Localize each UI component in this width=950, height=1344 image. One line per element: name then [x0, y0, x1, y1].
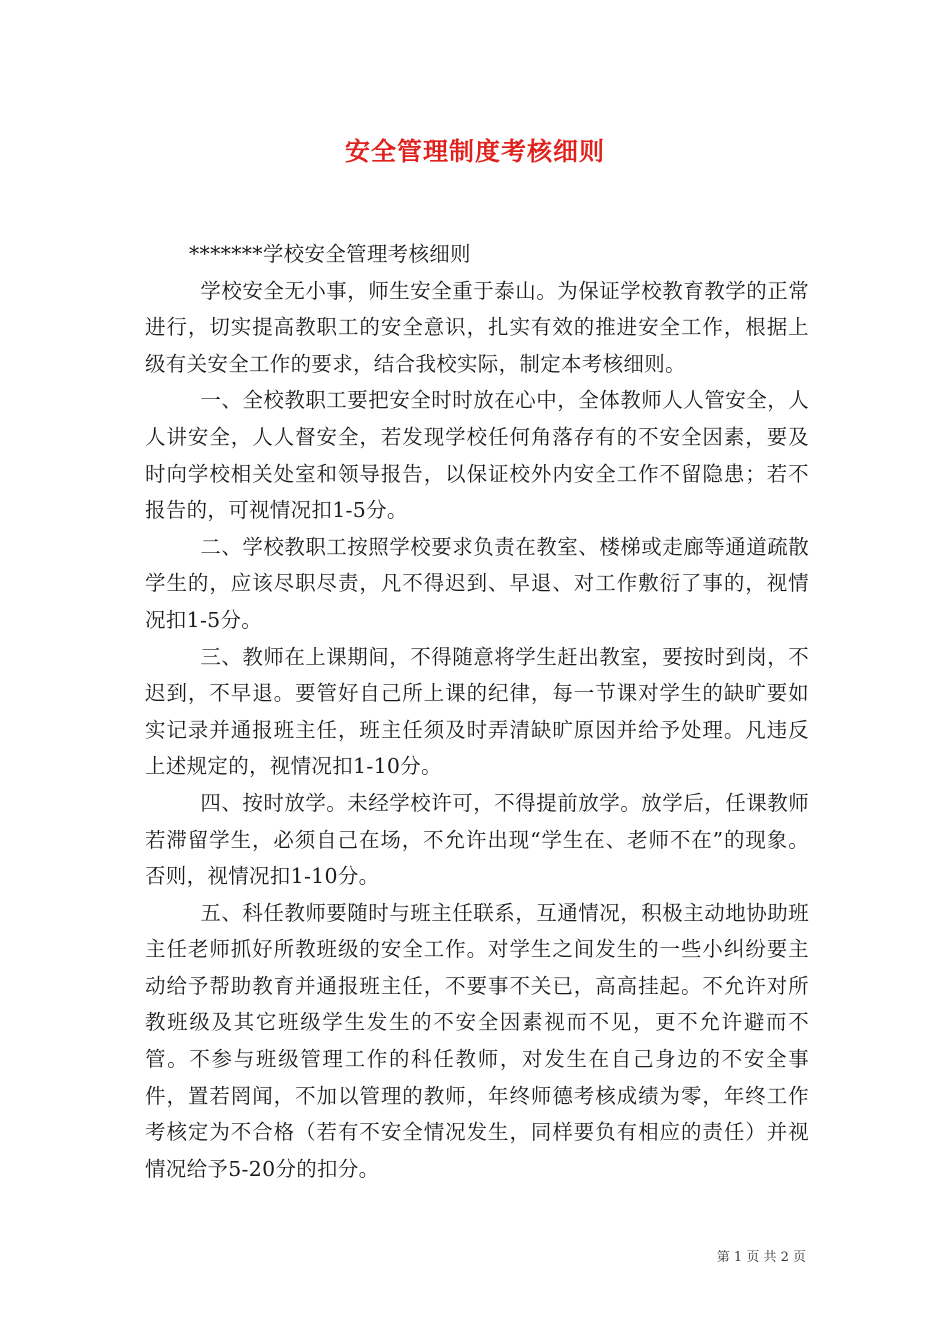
paragraph-item-4: 四、按时放学。未经学校许可，不得提前放学。放学后，任课教师若滞留学生，必须自己在场，不允许出现“学生在、老师不在”的现象。否则，视情况扣1-10分。 — [145, 790, 809, 889]
paragraph-item-2: 二、学校教职工按照学校要求负责在教室、楼梯或走廊等通道疏散学生的，应该尽职尽责，凡不得迟到、早退、对工作敷衍了事的，视情况扣1-5分。 — [145, 534, 809, 632]
document-body — [145, 236, 809, 1187]
paragraph-item-1: 一、全校教职工要把安全时时放在心中，全体教师人人管安全，人人讲安全，人人督安全，若发现学校任何角落存有的不安全因素，要及时向学校相关处室和领导报告，以保证校外内安全工作不留隐患；若不报告的，可视情况扣1-5分。 — [145, 388, 809, 523]
paragraph-item-5: 五、科任教师要随时与班主任联系，互通情况，积极主动地协助班主任老师抓好所教班级的安全工作。对学生之间发生的一些小纠纷要主动给予帮助教育并通报班主任，不要事不关已，高高挂起。不允许对所教班级及其它班级学生发生的不安全因素视而不见，更不允许避而不管。不参与班级管理工作的科任教师，对发生在自己身边的不安全事件，置若罔闻，不加以管理的教师，年终师德考核成绩为零，年终工作考核定为不合格（若有不安全情况发生，同样要负有相应的责任）并视情况给予5-20分的扣分。 — [145, 900, 809, 1181]
document-subtitle: *******学校安全管理考核细则 — [189, 242, 471, 266]
page-number-footer: 第 1 页 共 2 页 — [716, 1250, 806, 1265]
paragraph-item-3: 三、教师在上课期间，不得随意将学生赶出教室，要按时到岗，不迟到，不早退。要管好自己所上课的纪律，每一节课对学生的缺旷要如实记录并通报班主任，班主任须及时弄清缺旷原因并给予处理。凡违反上述规定的，视情况扣1-10分。 — [145, 644, 809, 779]
paragraph-intro: 学校安全无小事，师生安全重于泰山。为保证学校教育教学的正常进行，切实提高教职工的安全意识，扎实有效的推进安全工作，根据上级有关安全工作的要求，结合我校实际，制定本考核细则。 — [145, 278, 809, 376]
document-title: 安全管理制度考核细则 — [344, 137, 605, 166]
